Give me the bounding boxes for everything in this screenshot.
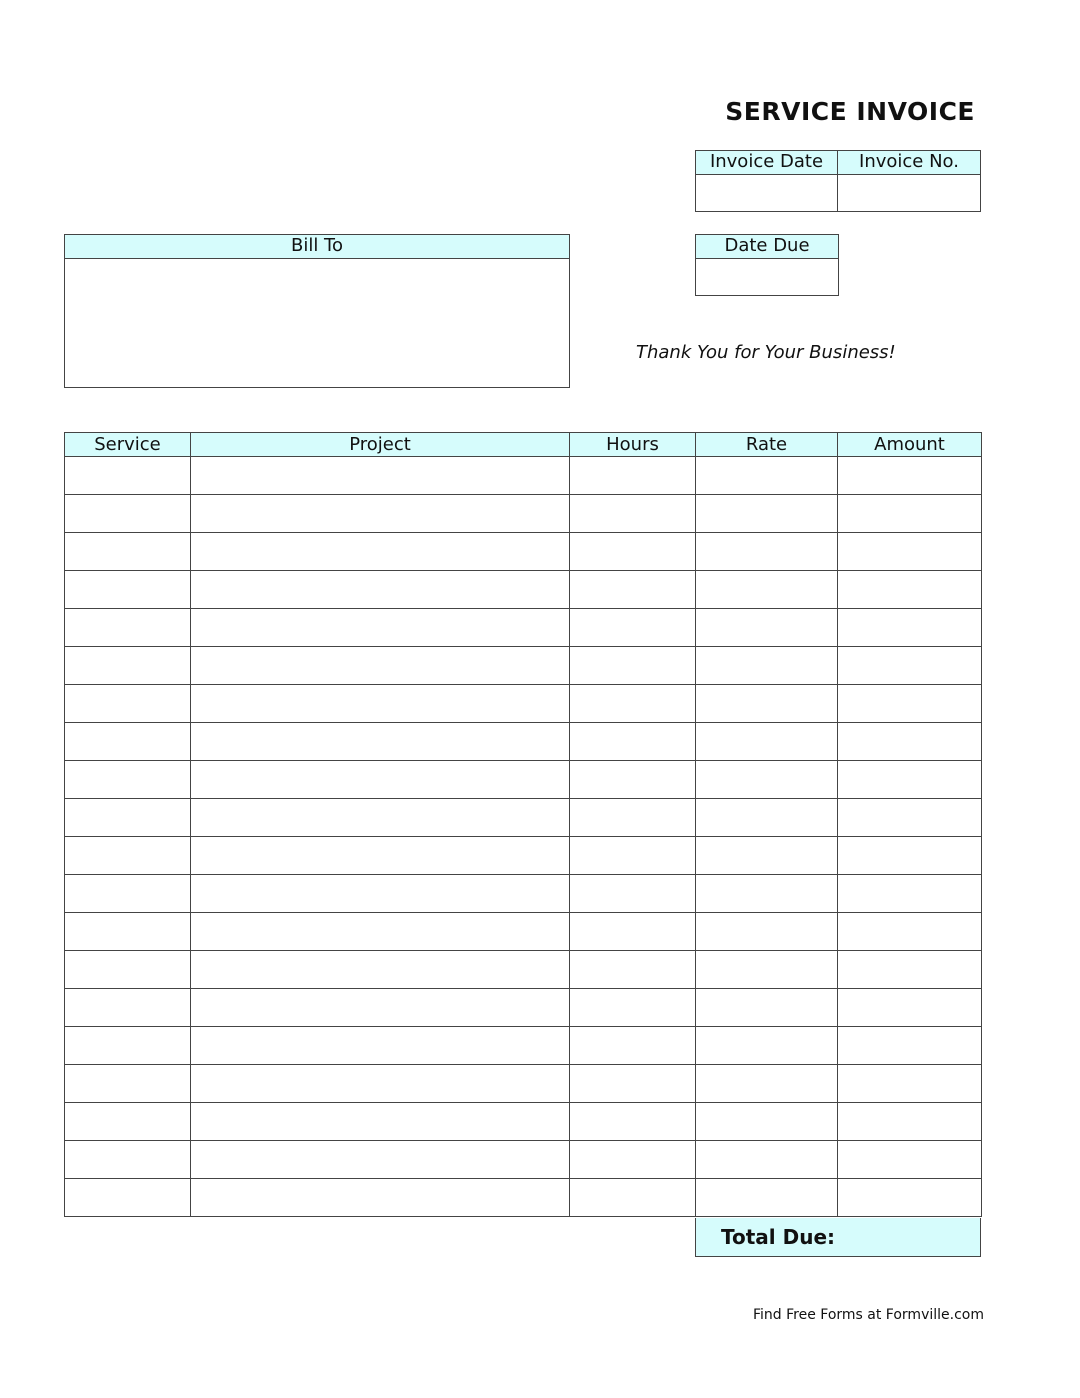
- cell-hours[interactable]: [570, 1179, 696, 1217]
- cell-amount[interactable]: [838, 1179, 982, 1217]
- cell-service[interactable]: [65, 837, 191, 875]
- footer-text: Find Free Forms at Formville.com: [752, 1307, 984, 1323]
- cell-service[interactable]: [65, 1027, 191, 1065]
- table-row: [65, 1179, 982, 1217]
- cell-rate[interactable]: [696, 571, 838, 609]
- cell-amount[interactable]: [838, 609, 982, 647]
- date-due-box: [695, 234, 839, 296]
- cell-service[interactable]: [65, 1141, 191, 1179]
- cell-amount[interactable]: [838, 875, 982, 913]
- cell-service[interactable]: [65, 647, 191, 685]
- cell-hours[interactable]: [570, 533, 696, 571]
- invoice-date-field[interactable]: [696, 175, 837, 211]
- table-row: [65, 1103, 982, 1141]
- cell-project[interactable]: [191, 533, 570, 571]
- thank-you-message: Thank You for Your Business!: [636, 342, 896, 363]
- cell-rate[interactable]: [696, 761, 838, 799]
- table-row: [65, 571, 982, 609]
- cell-amount[interactable]: [838, 495, 982, 533]
- column-header-rate: Rate: [696, 433, 838, 457]
- cell-project[interactable]: [191, 1103, 570, 1141]
- table-row: [65, 685, 982, 723]
- service-table: [64, 432, 982, 1217]
- cell-rate[interactable]: [696, 1103, 838, 1141]
- cell-project[interactable]: [191, 457, 570, 495]
- total-due-box: [695, 1218, 981, 1257]
- bill-to-label: Bill To: [65, 235, 569, 259]
- cell-service[interactable]: [65, 761, 191, 799]
- table-row: [65, 1141, 982, 1179]
- column-header-hours: Hours: [570, 433, 696, 457]
- cell-service[interactable]: [65, 457, 191, 495]
- cell-hours[interactable]: [570, 723, 696, 761]
- cell-amount[interactable]: [838, 533, 982, 571]
- table-row: [65, 647, 982, 685]
- cell-amount[interactable]: [838, 951, 982, 989]
- invoice-title: SERVICE INVOICE: [725, 97, 975, 126]
- cell-rate[interactable]: [696, 1141, 838, 1179]
- bill-to-field[interactable]: [65, 259, 569, 387]
- cell-service[interactable]: [65, 1179, 191, 1217]
- cell-amount[interactable]: [838, 571, 982, 609]
- cell-hours[interactable]: [570, 1027, 696, 1065]
- table-row: [65, 1065, 982, 1103]
- column-header-project: Project: [191, 433, 570, 457]
- cell-amount[interactable]: [838, 1103, 982, 1141]
- cell-rate[interactable]: [696, 533, 838, 571]
- cell-rate[interactable]: [696, 495, 838, 533]
- cell-hours[interactable]: [570, 1141, 696, 1179]
- cell-hours[interactable]: [570, 647, 696, 685]
- table-body: [65, 457, 982, 1217]
- cell-project[interactable]: [191, 913, 570, 951]
- cell-service[interactable]: [65, 609, 191, 647]
- cell-amount[interactable]: [838, 1141, 982, 1179]
- column-header-service: Service: [65, 433, 191, 457]
- cell-rate[interactable]: [696, 951, 838, 989]
- cell-rate[interactable]: [696, 1179, 838, 1217]
- cell-amount[interactable]: [838, 685, 982, 723]
- cell-project[interactable]: [191, 1027, 570, 1065]
- cell-hours[interactable]: [570, 875, 696, 913]
- cell-project[interactable]: [191, 1065, 570, 1103]
- cell-service[interactable]: [65, 1065, 191, 1103]
- cell-rate[interactable]: [696, 457, 838, 495]
- table-header-row: [65, 433, 982, 457]
- cell-rate[interactable]: [696, 837, 838, 875]
- cell-amount[interactable]: [838, 723, 982, 761]
- cell-service[interactable]: [65, 571, 191, 609]
- cell-hours[interactable]: [570, 951, 696, 989]
- cell-project[interactable]: [191, 837, 570, 875]
- cell-project[interactable]: [191, 1179, 570, 1217]
- table-row: [65, 837, 982, 875]
- invoice-info-box: [695, 150, 981, 212]
- cell-hours[interactable]: [570, 1103, 696, 1141]
- table-row: [65, 875, 982, 913]
- cell-project[interactable]: [191, 495, 570, 533]
- cell-hours[interactable]: [570, 799, 696, 837]
- cell-amount[interactable]: [838, 799, 982, 837]
- cell-hours[interactable]: [570, 495, 696, 533]
- cell-project[interactable]: [191, 685, 570, 723]
- cell-service[interactable]: [65, 1103, 191, 1141]
- cell-project[interactable]: [191, 571, 570, 609]
- table-row: [65, 1027, 982, 1065]
- cell-amount[interactable]: [838, 1027, 982, 1065]
- cell-service[interactable]: [65, 685, 191, 723]
- cell-hours[interactable]: [570, 1065, 696, 1103]
- invoice-date-label: Invoice Date: [696, 151, 837, 175]
- cell-rate[interactable]: [696, 647, 838, 685]
- cell-service[interactable]: [65, 723, 191, 761]
- cell-rate[interactable]: [696, 685, 838, 723]
- invoice-number-column: [838, 151, 980, 211]
- cell-rate[interactable]: [696, 799, 838, 837]
- date-due-label: Date Due: [696, 235, 838, 259]
- cell-amount[interactable]: [838, 989, 982, 1027]
- cell-amount[interactable]: [838, 1065, 982, 1103]
- cell-service[interactable]: [65, 495, 191, 533]
- cell-rate[interactable]: [696, 913, 838, 951]
- cell-amount[interactable]: [838, 913, 982, 951]
- cell-service[interactable]: [65, 989, 191, 1027]
- cell-project[interactable]: [191, 875, 570, 913]
- invoice-date-column: [696, 151, 838, 211]
- cell-service[interactable]: [65, 533, 191, 571]
- cell-rate[interactable]: [696, 723, 838, 761]
- cell-rate[interactable]: [696, 875, 838, 913]
- table-row: [65, 951, 982, 989]
- cell-hours[interactable]: [570, 837, 696, 875]
- date-due-field[interactable]: [696, 259, 838, 295]
- cell-service[interactable]: [65, 799, 191, 837]
- cell-rate[interactable]: [696, 609, 838, 647]
- cell-project[interactable]: [191, 609, 570, 647]
- cell-amount[interactable]: [838, 837, 982, 875]
- table-row: [65, 457, 982, 495]
- cell-hours[interactable]: [570, 989, 696, 1027]
- cell-hours[interactable]: [570, 685, 696, 723]
- cell-project[interactable]: [191, 1141, 570, 1179]
- cell-project[interactable]: [191, 647, 570, 685]
- table-row: [65, 723, 982, 761]
- cell-service[interactable]: [65, 875, 191, 913]
- invoice-number-field[interactable]: [838, 175, 980, 211]
- table-row: [65, 989, 982, 1027]
- bill-to-box: [64, 234, 570, 388]
- cell-project[interactable]: [191, 723, 570, 761]
- table-row: [65, 913, 982, 951]
- cell-project[interactable]: [191, 799, 570, 837]
- cell-project[interactable]: [191, 951, 570, 989]
- cell-service[interactable]: [65, 913, 191, 951]
- table-row: [65, 609, 982, 647]
- cell-amount[interactable]: [838, 457, 982, 495]
- total-due-label: Total Due:: [721, 1225, 836, 1249]
- cell-rate[interactable]: [696, 989, 838, 1027]
- cell-amount[interactable]: [838, 761, 982, 799]
- cell-hours[interactable]: [570, 913, 696, 951]
- table-row: [65, 799, 982, 837]
- cell-hours[interactable]: [570, 609, 696, 647]
- cell-hours[interactable]: [570, 761, 696, 799]
- cell-service[interactable]: [65, 951, 191, 989]
- table-row: [65, 495, 982, 533]
- invoice-number-label: Invoice No.: [838, 151, 980, 175]
- cell-hours[interactable]: [570, 571, 696, 609]
- column-header-amount: Amount: [838, 433, 982, 457]
- cell-hours[interactable]: [570, 457, 696, 495]
- cell-rate[interactable]: [696, 1027, 838, 1065]
- cell-project[interactable]: [191, 989, 570, 1027]
- cell-project[interactable]: [191, 761, 570, 799]
- table-row: [65, 761, 982, 799]
- table-row: [65, 533, 982, 571]
- cell-rate[interactable]: [696, 1065, 838, 1103]
- cell-amount[interactable]: [838, 647, 982, 685]
